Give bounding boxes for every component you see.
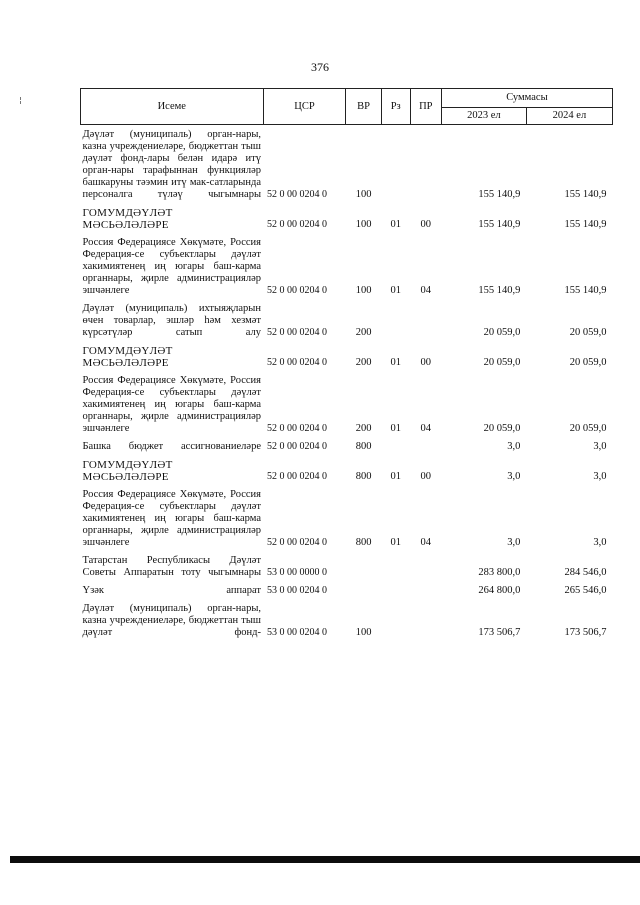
table-row — [81, 341, 613, 371]
table-row — [81, 203, 613, 233]
row-name: Россия Федерациясе Хөкүмәте, Россия Федерация-се субъектлары дәүләт хакимиятенең иң югары баш-карма органнары, җирле администрацияләр эшчәнлеге — [82, 375, 261, 434]
table-row — [81, 581, 613, 599]
header-csr: ЦСР — [263, 89, 346, 125]
header-year-2023: 2023 ел — [441, 108, 526, 125]
row-rz — [381, 437, 410, 455]
row-amount-2024: 20 059,0 — [569, 423, 607, 434]
header-year-2024: 2024 ел — [526, 108, 612, 125]
row-rz — [381, 599, 410, 641]
row-vr: 800 — [355, 471, 372, 482]
row-pr: 00 — [420, 471, 432, 482]
row-pr: 00 — [420, 219, 432, 230]
row-name: ГОМУМДӘҮЛӘТ МӘСЬӘЛӘЛӘРЕ — [82, 345, 173, 369]
row-vr — [346, 551, 381, 581]
row-vr: 200 — [355, 423, 372, 434]
row-vr: 100 — [355, 285, 372, 296]
row-rz: 01 — [390, 537, 401, 548]
table-row — [81, 371, 613, 437]
bottom-rule — [10, 856, 640, 863]
row-amount-2023: 173 506,7 — [478, 627, 521, 638]
row-amount-2023: 20 059,0 — [483, 327, 521, 338]
row-vr: 100 — [355, 189, 372, 200]
row-amount-2024: 20 059,0 — [569, 327, 607, 338]
row-amount-2024: 155 140,9 — [564, 285, 607, 296]
row-name: ГОМУМДӘҮЛӘТ МӘСЬӘЛӘЛӘРЕ — [82, 459, 173, 483]
row-csr: 52 0 00 0204 0 — [267, 189, 327, 200]
row-amount-2024: 265 546,0 — [564, 585, 607, 596]
table-row — [81, 455, 613, 485]
row-vr: 200 — [355, 327, 372, 338]
row-amount-2023: 264 800,0 — [478, 585, 521, 596]
table-header — [81, 89, 613, 125]
row-rz: 01 — [390, 357, 401, 368]
margin-mark — [20, 97, 21, 100]
row-csr: 52 0 00 0204 0 — [267, 327, 327, 338]
table-row — [81, 125, 613, 204]
row-csr: 52 0 00 0204 0 — [267, 285, 327, 296]
row-csr: 52 0 00 0204 0 — [267, 537, 327, 548]
row-csr: 52 0 00 0204 0 — [267, 357, 327, 368]
row-pr — [410, 581, 441, 599]
table-row — [81, 551, 613, 581]
header-rz: Рз — [381, 89, 410, 125]
page-number: 376 — [311, 60, 329, 74]
row-vr: 100 — [355, 219, 372, 230]
row-rz — [381, 299, 410, 341]
row-name: Дәүләт (муниципаль) ихтыяҗларын өчен товарлар, эшләр һәм хезмәт күрсәтүләр сатып алу — [82, 303, 261, 338]
row-rz: 01 — [390, 471, 401, 482]
row-name: Россия Федерациясе Хөкүмәте, Россия Федерация-се субъектлары дәүләт хакимиятенең иң югары баш-карма органнары, җирле администрацияләр эшчәнлеге — [82, 489, 261, 548]
row-pr: 00 — [420, 357, 432, 368]
row-amount-2024: 3,0 — [593, 471, 607, 482]
row-csr: 52 0 00 0204 0 — [267, 471, 327, 482]
row-amount-2023: 3,0 — [507, 537, 521, 548]
table-row — [81, 437, 613, 455]
row-csr: 53 0 00 0204 0 — [267, 585, 327, 596]
row-name: Татарстан Республикасы Дәүләт Советы Аппаратын тоту чыгымнары — [82, 555, 261, 578]
row-amount-2023: 3,0 — [507, 471, 521, 482]
row-vr: 200 — [355, 357, 372, 368]
row-name: Дәүләт (муниципаль) орган-нары, казна учреждениеләре, бюджеттан тыш дәүләт фонд- — [82, 603, 261, 638]
row-amount-2023: 283 800,0 — [478, 567, 521, 578]
row-amount-2024: 3,0 — [593, 537, 607, 548]
row-csr: 52 0 00 0204 0 — [267, 441, 327, 452]
row-amount-2023: 20 059,0 — [483, 357, 521, 368]
header-pr: ПР — [410, 89, 441, 125]
margin-mark — [20, 101, 21, 104]
row-amount-2023: 155 140,9 — [478, 189, 521, 200]
row-name: Үзәк аппарат — [82, 585, 261, 596]
row-pr — [410, 437, 441, 455]
row-amount-2023: 155 140,9 — [478, 285, 521, 296]
row-name: ГОМУМДӘҮЛӘТ МӘСЬӘЛӘЛӘРЕ — [82, 207, 173, 231]
row-amount-2024: 3,0 — [593, 441, 607, 452]
row-pr — [410, 125, 441, 204]
row-amount-2023: 155 140,9 — [478, 219, 521, 230]
row-pr: 04 — [420, 285, 432, 296]
row-pr — [410, 299, 441, 341]
row-amount-2024: 155 140,9 — [564, 219, 607, 230]
row-pr: 04 — [420, 537, 432, 548]
row-pr: 04 — [420, 423, 432, 434]
header-vr: ВР — [346, 89, 381, 125]
row-rz: 01 — [390, 423, 401, 434]
row-rz: 01 — [390, 285, 401, 296]
row-vr: 100 — [355, 627, 372, 638]
row-csr: 52 0 00 0204 0 — [267, 219, 327, 230]
row-rz — [381, 125, 410, 204]
header-sums: Суммасы — [441, 89, 612, 108]
row-rz — [381, 551, 410, 581]
row-rz — [381, 581, 410, 599]
table-body — [81, 125, 613, 642]
table-row — [81, 299, 613, 341]
row-rz: 01 — [390, 219, 401, 230]
row-csr: 53 0 00 0204 0 — [267, 627, 327, 638]
row-csr: 53 0 00 0000 0 — [267, 567, 327, 578]
row-amount-2024: 284 546,0 — [564, 567, 607, 578]
table-row — [81, 599, 613, 641]
table-row — [81, 485, 613, 551]
row-amount-2024: 173 506,7 — [564, 627, 607, 638]
row-pr — [410, 551, 441, 581]
row-vr: 800 — [355, 441, 372, 452]
row-name: Дәүләт (муниципаль) орган-нары, казна учреждениеләре, бюджеттан тыш дәүләт фонд-лары белән идарә итү орган-нары тарафыннан функцияләр башкаруны тәэмин итү мак-сатларында персоналга түләү чыгымнары — [82, 129, 261, 200]
row-vr: 800 — [355, 537, 372, 548]
header-name: Исеме — [81, 89, 264, 125]
row-amount-2023: 3,0 — [507, 441, 521, 452]
row-name: Башка бюджет ассигнованиеләре — [82, 441, 261, 452]
budget-table — [80, 88, 613, 641]
row-pr — [410, 599, 441, 641]
row-amount-2023: 20 059,0 — [483, 423, 521, 434]
row-amount-2024: 155 140,9 — [564, 189, 607, 200]
row-amount-2024: 20 059,0 — [569, 357, 607, 368]
row-csr: 52 0 00 0204 0 — [267, 423, 327, 434]
row-name: Россия Федерациясе Хөкүмәте, Россия Федерация-се субъектлары дәүләт хакимиятенең иң югары баш-карма органнары, җирле администрацияләр эшчәнлеге — [82, 237, 261, 296]
table-row — [81, 233, 613, 299]
row-vr — [346, 581, 381, 599]
